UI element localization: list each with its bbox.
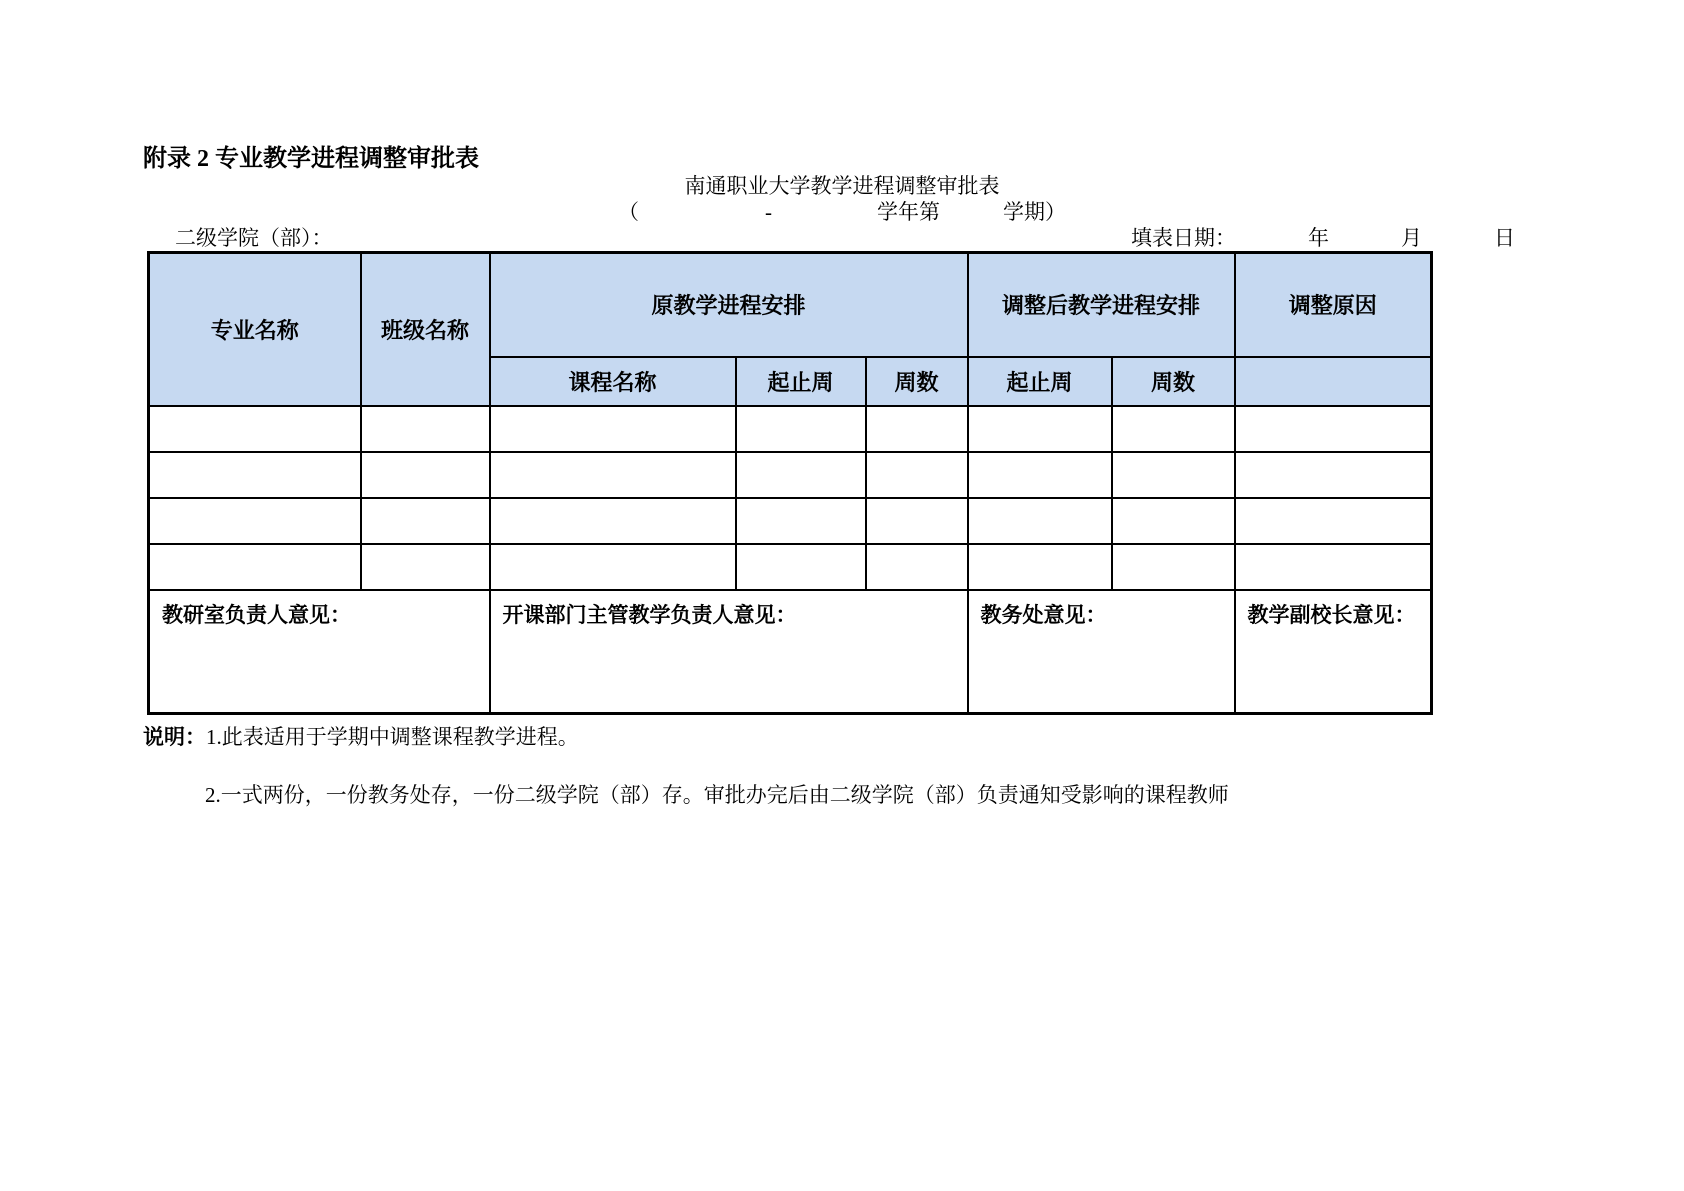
date-year-label: 年: [1308, 226, 1329, 250]
subheader-course-name: 课程名称: [490, 357, 736, 406]
empty-cell: [866, 406, 968, 452]
appendix-title: 附录 2 专业教学进程调整审批表: [143, 146, 479, 172]
table-row: [149, 498, 1432, 544]
table-row: [149, 406, 1432, 452]
empty-cell: [361, 498, 490, 544]
empty-cell: [490, 544, 736, 590]
header-adjust-reason: 调整原因: [1235, 253, 1432, 357]
subheader-reason-empty-cell: [1235, 357, 1432, 406]
opinion-research-office-head: 教研室负责人意见：: [149, 590, 490, 714]
empty-cell: [149, 452, 361, 498]
empty-cell: [1235, 406, 1432, 452]
empty-cell: [490, 452, 736, 498]
empty-cell: [866, 452, 968, 498]
empty-cell: [1235, 544, 1432, 590]
empty-cell: [1235, 452, 1432, 498]
empty-cell: [361, 452, 490, 498]
date-day-label: 日: [1494, 226, 1515, 250]
header-row-1: [149, 253, 1432, 357]
opinion-course-department-head: 开课部门主管教学负责人意见：: [490, 590, 968, 714]
college-label: 二级学院（部）：: [175, 226, 333, 250]
empty-cell: [490, 406, 736, 452]
opinion-row: [149, 590, 1432, 714]
subheader-adjusted-start-end-week: 起止周: [968, 357, 1112, 406]
header-original-schedule: 原教学进程安排: [490, 253, 968, 357]
empty-cell: [736, 452, 866, 498]
empty-cell: [968, 544, 1112, 590]
empty-cell: [866, 498, 968, 544]
table-row: [149, 544, 1432, 590]
empty-cell: [968, 452, 1112, 498]
form-title: 南通职业大学教学进程调整审批表: [684, 174, 1000, 198]
opinion-vice-president-teaching: 教学副校长意见：: [1235, 590, 1432, 714]
notes-label: 说明：: [143, 725, 206, 749]
fill-date-group: [1131, 225, 1515, 251]
note-line-2: 2.一式两份，一份教务处存，一份二级学院（部）存。审批办完后由二级学院（部）负责通知受影响的课程教师: [205, 783, 1229, 807]
subheader-original-week-count: 周数: [866, 357, 968, 406]
note-1-text: 1.此表适用于学期中调整课程教学进程。: [206, 725, 579, 749]
empty-cell: [736, 406, 866, 452]
header-adjusted-schedule: 调整后教学进程安排: [968, 253, 1235, 357]
empty-cell: [1235, 498, 1432, 544]
approval-table: [147, 251, 1433, 715]
empty-cell: [736, 498, 866, 544]
fill-date-label: 填表日期：: [1131, 226, 1236, 250]
empty-cell: [968, 498, 1112, 544]
date-month-label: 月: [1401, 226, 1422, 250]
info-row: [143, 225, 1541, 251]
empty-cell: [149, 406, 361, 452]
header-major-name: 专业名称: [149, 253, 361, 406]
table-row: [149, 452, 1432, 498]
opinion-academic-affairs-office: 教务处意见：: [968, 590, 1235, 714]
empty-cell: [361, 544, 490, 590]
empty-cell: [1112, 498, 1235, 544]
empty-cell: [968, 406, 1112, 452]
subheader-original-start-end-week: 起止周: [736, 357, 866, 406]
empty-cell: [149, 544, 361, 590]
note-line-1: [143, 723, 1541, 751]
empty-cell: [736, 544, 866, 590]
subheader-adjusted-week-count: 周数: [1112, 357, 1235, 406]
empty-cell: [1112, 406, 1235, 452]
empty-cell: [361, 406, 490, 452]
empty-cell: [1112, 544, 1235, 590]
term-line: （ - 学年第 学期）: [618, 200, 1066, 224]
header-class-name: 班级名称: [361, 253, 490, 406]
empty-cell: [149, 498, 361, 544]
empty-cell: [866, 544, 968, 590]
empty-cell: [1112, 452, 1235, 498]
empty-cell: [490, 498, 736, 544]
